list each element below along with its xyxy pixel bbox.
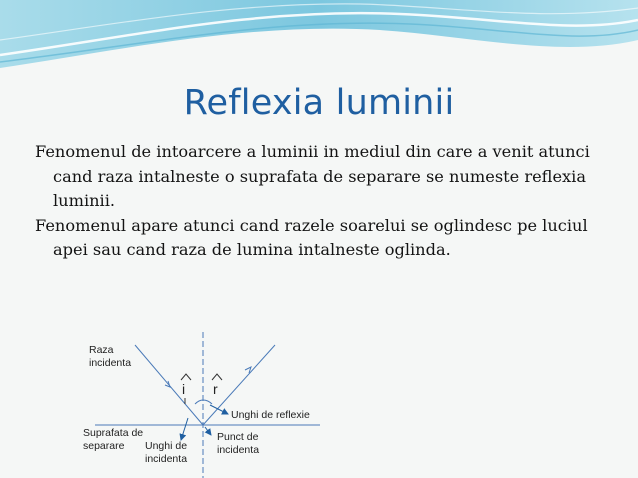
angle-r-hat	[212, 374, 222, 380]
paragraph-example: Fenomenul apare atunci cand razele soarelui se oglindesc pe luciul apei sau cand raza de lumina intalneste oglinda.	[35, 215, 588, 260]
incidence-angle-label-line2: incidenta	[145, 453, 188, 465]
incident-ray-label-line2: incidenta	[89, 357, 132, 369]
angle-r-label: r	[213, 381, 218, 397]
surface-label	[83, 427, 146, 452]
incidence-angle-label	[145, 440, 190, 465]
reflection-angle-label: Unghi de reflexie	[231, 409, 310, 421]
incidence-angle-arc	[195, 400, 203, 404]
incidence-point-pointer	[205, 427, 211, 435]
reflection-angle-arc	[203, 400, 212, 404]
body-text	[35, 140, 625, 263]
surface-label-line2: separare	[83, 440, 125, 452]
incidence-point-label-line2: incidenta	[217, 444, 260, 456]
reflection-angle-pointer	[210, 405, 228, 414]
incidence-point-label-line1: Punct de	[217, 431, 259, 443]
incident-ray-label-line1: Raza	[89, 344, 114, 356]
incidence-angle-label-line1: Unghi de	[145, 440, 188, 452]
slide-title: Reflexia luminii	[183, 83, 455, 123]
incidence-angle-pointer	[181, 418, 188, 440]
paragraph-definition: Fenomenul de intoarcere a luminii in mediul din care a venit atunci cand raza intalneste o suprafata de separare se numeste reflexia luminii.	[35, 142, 590, 211]
surface-label-line1: Suprafata de	[83, 427, 144, 439]
angle-i-hat	[181, 374, 191, 380]
angle-i-label: i	[182, 381, 186, 397]
reflection-diagram	[0, 320, 638, 478]
header-banner	[0, 0, 638, 75]
incidence-point-label	[217, 431, 261, 456]
incident-ray-label	[89, 344, 131, 369]
